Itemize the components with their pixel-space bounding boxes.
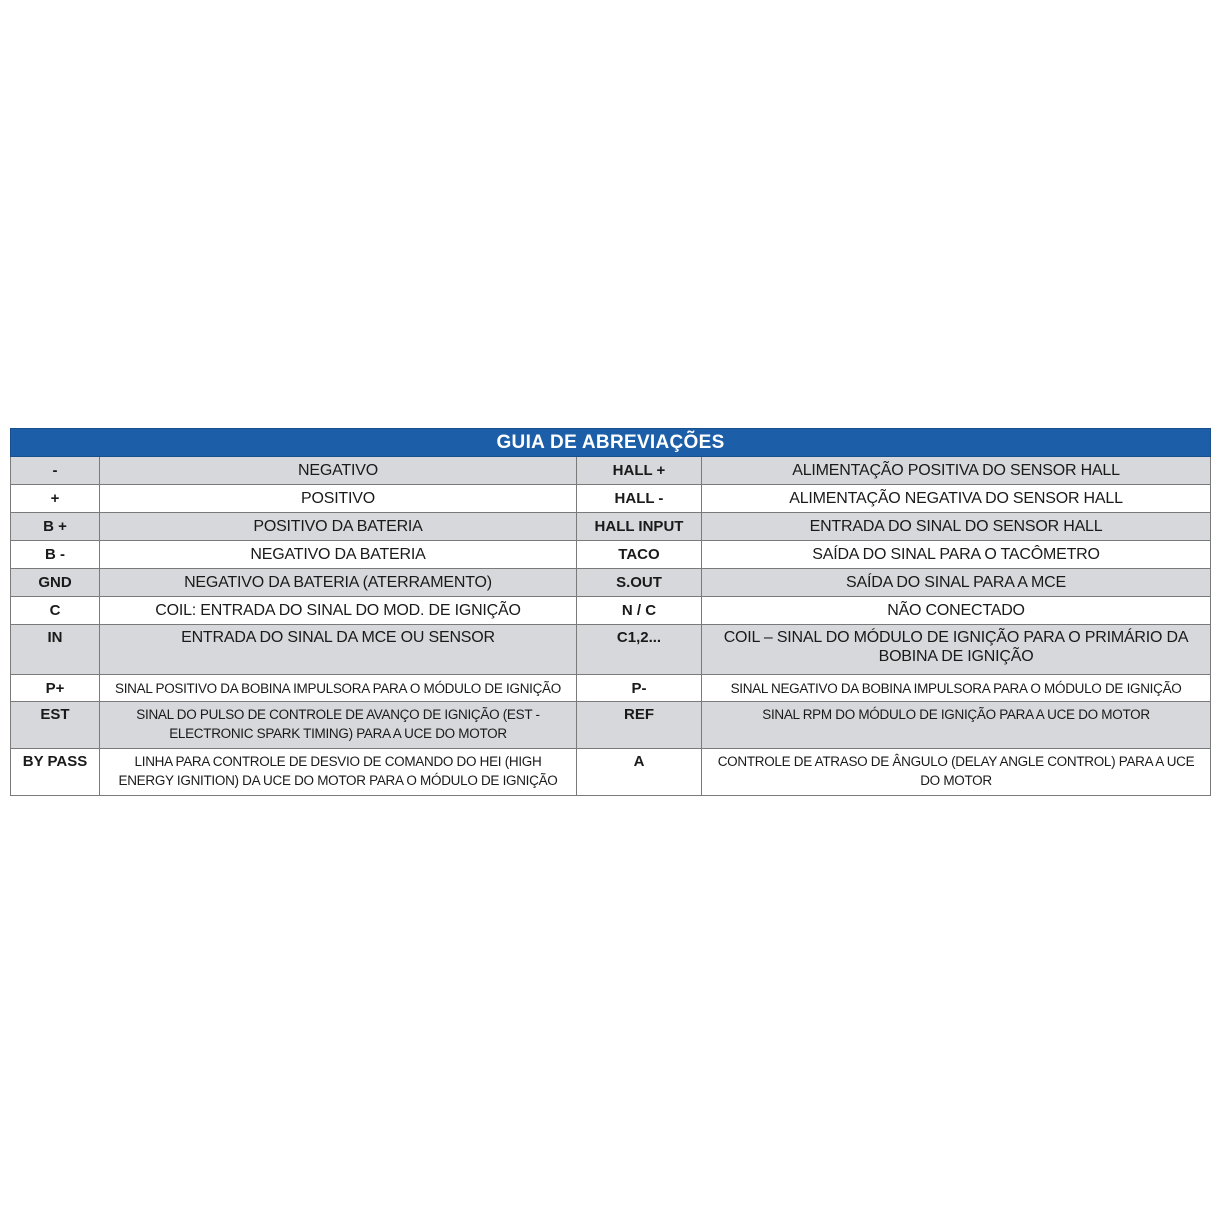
abbreviation-code: HALL INPUT <box>577 513 702 541</box>
abbreviation-description: ALIMENTAÇÃO POSITIVA DO SENSOR HALL <box>702 457 1211 485</box>
abbreviation-code: BY PASS <box>11 749 100 796</box>
table-title: GUIA DE ABREVIAÇÕES <box>11 429 1211 457</box>
abbreviation-description: NEGATIVO DA BATERIA (ATERRAMENTO) <box>100 569 577 597</box>
abbreviation-code: REF <box>577 702 702 749</box>
abbreviation-code: P+ <box>11 675 100 702</box>
table-row <box>11 485 1211 513</box>
abbreviation-description: COIL – SINAL DO MÓDULO DE IGNIÇÃO PARA O PRIMÁRIO DA BOBINA DE IGNIÇÃO <box>702 625 1211 675</box>
abbreviation-code: N / C <box>577 597 702 625</box>
abbreviation-description: ALIMENTAÇÃO NEGATIVA DO SENSOR HALL <box>702 485 1211 513</box>
table-row <box>11 625 1211 675</box>
table-row <box>11 702 1211 749</box>
table-row <box>11 597 1211 625</box>
table-row <box>11 457 1211 485</box>
abbreviation-description: NEGATIVO <box>100 457 577 485</box>
abbreviation-code: - <box>11 457 100 485</box>
abbreviation-code: S.OUT <box>577 569 702 597</box>
table-header-row <box>11 429 1211 457</box>
abbreviation-description: SAÍDA DO SINAL PARA O TACÔMETRO <box>702 541 1211 569</box>
abbreviation-code: GND <box>11 569 100 597</box>
abbreviation-description: SAÍDA DO SINAL PARA A MCE <box>702 569 1211 597</box>
abbreviation-code: HALL - <box>577 485 702 513</box>
abbreviation-description: SINAL DO PULSO DE CONTROLE DE AVANÇO DE IGNIÇÃO (EST - ELECTRONIC SPARK TIMING) PARA A UCE DO MOTOR <box>100 702 577 749</box>
abbreviation-code: B + <box>11 513 100 541</box>
abbreviation-code: TACO <box>577 541 702 569</box>
abbreviation-description: ENTRADA DO SINAL DA MCE OU SENSOR <box>100 625 577 675</box>
table-row <box>11 749 1211 796</box>
abbreviation-description: NÃO CONECTADO <box>702 597 1211 625</box>
abbreviation-description: SINAL POSITIVO DA BOBINA IMPULSORA PARA O MÓDULO DE IGNIÇÃO <box>100 675 577 702</box>
abbreviation-description: LINHA PARA CONTROLE DE DESVIO DE COMANDO DO HEI (HIGH ENERGY IGNITION) DA UCE DO MOTOR PARA O MÓDULO DE IGNIÇÃO <box>100 749 577 796</box>
abbreviation-code: B - <box>11 541 100 569</box>
abbreviation-description: NEGATIVO DA BATERIA <box>100 541 577 569</box>
abbreviation-description: SINAL RPM DO MÓDULO DE IGNIÇÃO PARA A UCE DO MOTOR <box>702 702 1211 749</box>
abbreviation-description: CONTROLE DE ATRASO DE ÂNGULO (DELAY ANGLE CONTROL) PARA A UCE DO MOTOR <box>702 749 1211 796</box>
table-row <box>11 513 1211 541</box>
table-row <box>11 675 1211 702</box>
table-row <box>11 541 1211 569</box>
abbreviation-code: C <box>11 597 100 625</box>
abbreviation-description: POSITIVO DA BATERIA <box>100 513 577 541</box>
abbreviation-code: IN <box>11 625 100 675</box>
abbreviation-code: P- <box>577 675 702 702</box>
abbreviation-code: HALL + <box>577 457 702 485</box>
table-row <box>11 569 1211 597</box>
abbreviation-table <box>10 428 1211 796</box>
abbreviation-description: ENTRADA DO SINAL DO SENSOR HALL <box>702 513 1211 541</box>
abbreviation-code: A <box>577 749 702 796</box>
abbreviation-description: SINAL NEGATIVO DA BOBINA IMPULSORA PARA O MÓDULO DE IGNIÇÃO <box>702 675 1211 702</box>
abbreviation-description: COIL: ENTRADA DO SINAL DO MOD. DE IGNIÇÃO <box>100 597 577 625</box>
abbreviation-code: C1,2... <box>577 625 702 675</box>
abbreviation-code: EST <box>11 702 100 749</box>
abbreviation-description: POSITIVO <box>100 485 577 513</box>
abbreviation-code: + <box>11 485 100 513</box>
